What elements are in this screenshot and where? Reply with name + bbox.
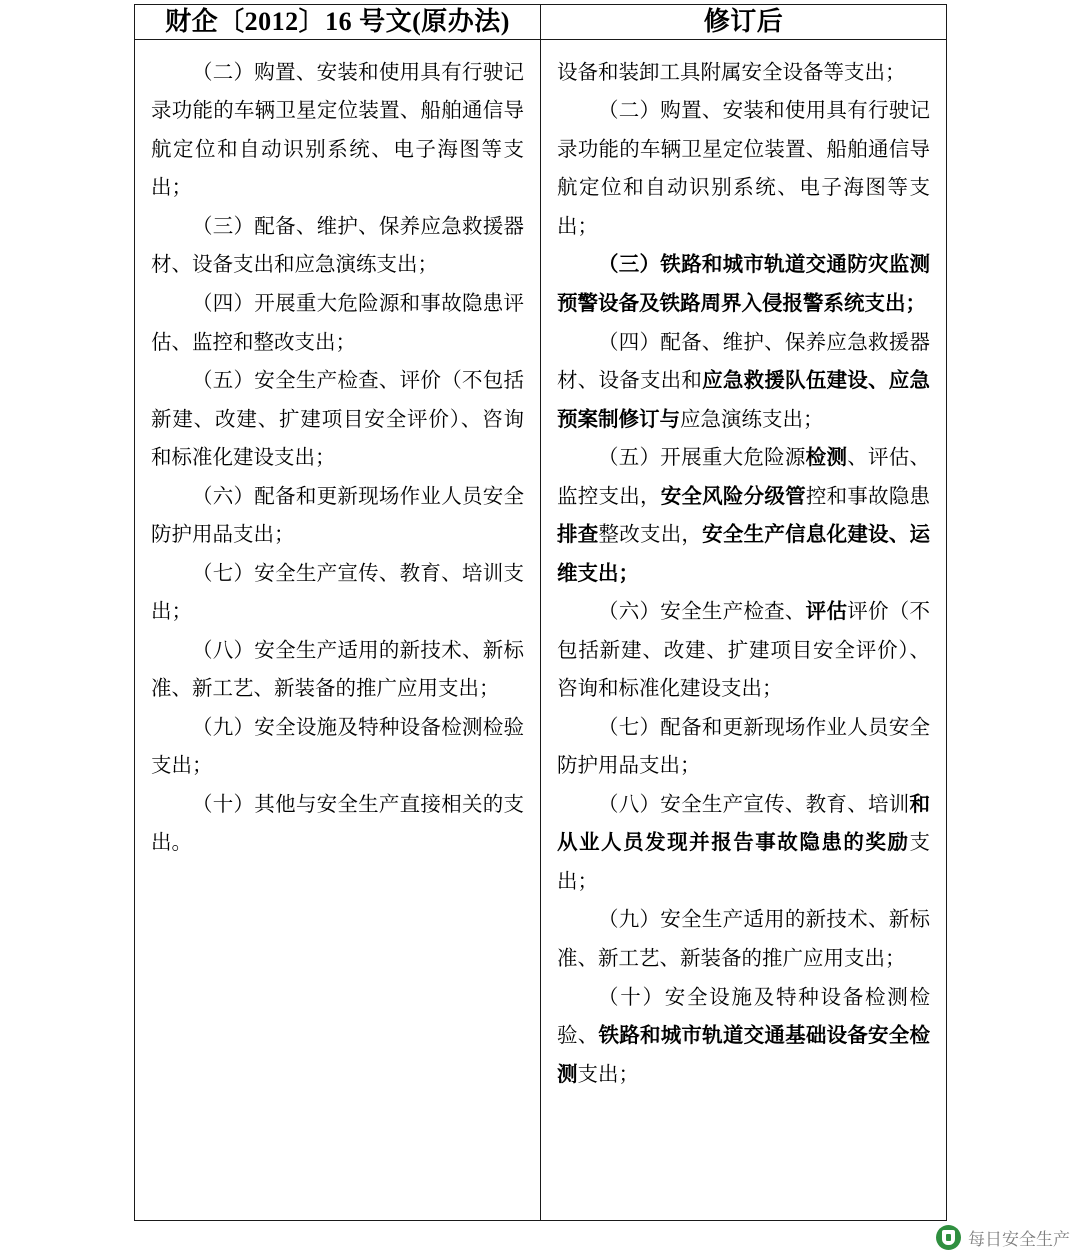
text-run: （十）其他与安全生产直接相关的支出。 xyxy=(151,793,524,855)
emphasized-text: 检测 xyxy=(805,447,848,470)
paragraph xyxy=(557,92,930,246)
text-run: （五）安全生产检查、评价（不包括新建、改建、扩建项目安全评价）、咨询和标准化建设支出； xyxy=(151,370,524,470)
emphasized-text: 应急救援队伍建设、应急预案制修订与 xyxy=(557,370,931,431)
paragraph xyxy=(151,478,524,555)
column-header-original: 财企〔2012〕16 号文(原办法) xyxy=(135,5,541,40)
revised-paragraphs xyxy=(541,40,946,1112)
emphasized-text: 排查 xyxy=(557,524,599,547)
text-run: 支出； xyxy=(557,832,930,893)
paragraph xyxy=(151,786,524,863)
paragraph xyxy=(557,439,930,593)
paragraph xyxy=(151,709,524,786)
paragraph xyxy=(151,632,524,709)
text-run: （四）配备、维护、保养应急救援器材、设备支出和 xyxy=(557,331,930,393)
text-run: （二）购置、安装和使用具有行驶记录功能的车辆卫星定位装置、船舶通信导航定位和自动识别系统、电子海图等支出； xyxy=(151,61,524,200)
text-run: （六）安全生产检查、 xyxy=(598,601,806,624)
text-run: 整改支出， xyxy=(598,524,703,547)
text-run: （八）安全生产宣传、教育、培训 xyxy=(598,793,910,816)
emphasized-text: 和从业人员发现并报告事故隐患的奖励 xyxy=(557,793,930,855)
text-run: 评价（不包括新建、改建、扩建项目安全评价）、咨询和标准化建设支出； xyxy=(557,601,931,701)
text-run: 支出； xyxy=(577,1063,639,1086)
text-run: （十）安全设施及特种设备检测检验、 xyxy=(557,986,930,1048)
text-run: （九）安全生产适用的新技术、新标准、新工艺、新装备的推广应用支出； xyxy=(557,909,930,971)
text-run: （三）配备、维护、保养应急救援器材、设备支出和应急演练支出； xyxy=(151,215,524,277)
paragraph xyxy=(151,362,524,478)
text-run: 控和事故隐患 xyxy=(805,485,931,508)
text-run: （七）配备和更新现场作业人员安全防护用品支出； xyxy=(557,716,930,778)
paragraph xyxy=(151,54,524,208)
text-run: （四）开展重大危险源和事故隐患评估、监控和整改支出； xyxy=(151,292,524,354)
paragraph xyxy=(557,54,930,93)
paragraph xyxy=(557,979,930,1095)
emphasized-text: （三）铁路和城市轨道交通防灾监测预警设备及铁路周界入侵报警系统支出； xyxy=(557,254,930,315)
column-header-revised: 修订后 xyxy=(541,5,947,40)
watermark-label: 每日安全生产 xyxy=(968,1230,1070,1249)
paragraph xyxy=(151,285,524,362)
paragraph xyxy=(151,208,524,285)
paragraph xyxy=(557,593,930,709)
shield-lock-icon xyxy=(936,1225,961,1250)
text-run: 设备和装卸工具附属安全设备等支出； xyxy=(557,61,906,84)
text-run: （六）配备和更新现场作业人员安全防护用品支出； xyxy=(151,485,524,547)
paragraph xyxy=(557,786,930,902)
watermark xyxy=(936,1225,1070,1250)
paragraph xyxy=(557,324,930,440)
text-run: （七）安全生产宣传、教育、培训支出； xyxy=(151,562,524,624)
emphasized-text: 铁路和城市轨道交通基础设备安全检测 xyxy=(557,1025,931,1086)
paragraph xyxy=(557,901,930,978)
text-run: （二）购置、安装和使用具有行驶记录功能的车辆卫星定位装置、船舶通信导航定位和自动识别系统、电子海图等支出； xyxy=(557,100,930,238)
text-run: 应急演练支出； xyxy=(680,408,824,431)
paragraph xyxy=(557,709,930,786)
emphasized-text: 安全风险分级管 xyxy=(660,485,806,508)
text-run: （八）安全生产适用的新技术、新标准、新工艺、新装备的推广应用支出； xyxy=(151,639,524,701)
table-header-row xyxy=(135,5,947,40)
paragraph xyxy=(557,246,930,323)
cell-revised-text xyxy=(541,39,947,1220)
cell-original-text xyxy=(135,39,541,1220)
text-run: （五）开展重大危险源 xyxy=(598,447,806,470)
original-paragraphs xyxy=(135,40,540,881)
comparison-table xyxy=(134,4,947,1221)
table-body-row xyxy=(135,39,947,1220)
emphasized-text: 评估 xyxy=(805,601,848,624)
text-run: （九）安全设施及特种设备检测检验支出； xyxy=(151,716,524,778)
text-run: 、评估、监控支出， xyxy=(557,447,931,508)
paragraph xyxy=(151,555,524,632)
emphasized-text: 安全生产信息化建设、运维支出； xyxy=(557,524,931,585)
